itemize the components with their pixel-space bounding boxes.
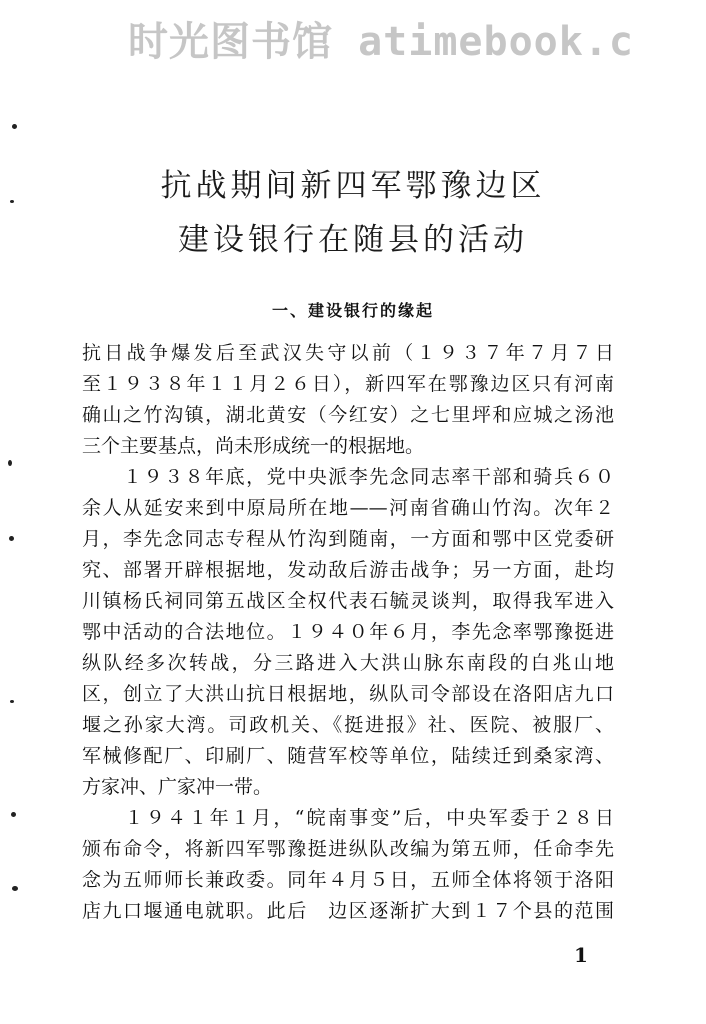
text-line: 三个主要基点，尚未形成统一的根据地。 — [82, 435, 425, 457]
body-text — [82, 338, 614, 927]
text-line: 店九口堰通电就职。此后 边区逐渐扩大到１７个县的范围 — [82, 900, 614, 922]
text-line: 区，创立了大洪山抗日根据地，纵队司令部设在洛阳店九口 — [82, 683, 614, 705]
scan-speck — [10, 200, 14, 203]
page-title-line-2: 建设银行在随县的活动 — [178, 222, 528, 258]
scan-speck — [12, 886, 18, 891]
text-line: 确山之竹沟镇，湖北黄安（今红安）之七里坪和应城之汤池 — [82, 404, 614, 426]
scan-speck — [11, 812, 16, 817]
watermark: 时光图书馆 atimebook.c — [128, 19, 634, 65]
text-line: 军械修配厂、印刷厂、随营军校等单位，陆续迁到桑家湾、 — [82, 745, 614, 767]
scan-speck — [9, 536, 14, 541]
text-line: 余人从延安来到中原局所在地——河南省确山竹沟。次年２ — [82, 497, 614, 519]
scan-speck — [12, 124, 17, 129]
text-line: 月，李先念同志专程从竹沟到随南，一方面和鄂中区党委研 — [82, 528, 614, 550]
text-line: 纵队经多次转战，分三路进入大洪山脉东南段的白兆山地 — [82, 652, 614, 674]
section-heading: 一、建设银行的缘起 — [271, 301, 434, 320]
text-line: 究、部署开辟根据地，发动敌后游击战争；另一方面，赴均 — [82, 559, 614, 581]
text-line: 念为五师师长兼政委。同年４月５日，五师全体将领于洛阳 — [82, 869, 614, 891]
text-line: 堰之孙家大湾。司政机关、《挺进报》社、医院、被服厂、 — [82, 714, 614, 736]
scan-speck — [8, 460, 12, 466]
text-line: 颁布命令，将新四军鄂豫挺进纵队改编为第五师，任命李先 — [82, 838, 614, 860]
text-line: 至１９３８年１１月２６日），新四军在鄂豫边区只有河南 — [82, 373, 614, 395]
text-line: １９４１年１月，“皖南事变”后，中央军委于２８日 — [82, 807, 614, 829]
page-number: 1 — [574, 943, 588, 967]
page-title-line-1: 抗战期间新四军鄂豫边区 — [160, 168, 546, 204]
text-line: 川镇杨氏祠同第五战区全权代表石毓灵谈判，取得我军进入 — [82, 590, 614, 612]
scan-speck — [10, 700, 14, 703]
text-line: １９３８年底，党中央派李先念同志率干部和骑兵６０ — [82, 466, 614, 488]
text-line: 方家冲、广家冲一带。 — [82, 776, 273, 798]
text-line: 鄂中活动的合法地位。１９４０年６月，李先念率鄂豫挺进 — [82, 621, 614, 643]
text-line: 抗日战争爆发后至武汉失守以前（１９３７年７月７日 — [82, 342, 614, 364]
